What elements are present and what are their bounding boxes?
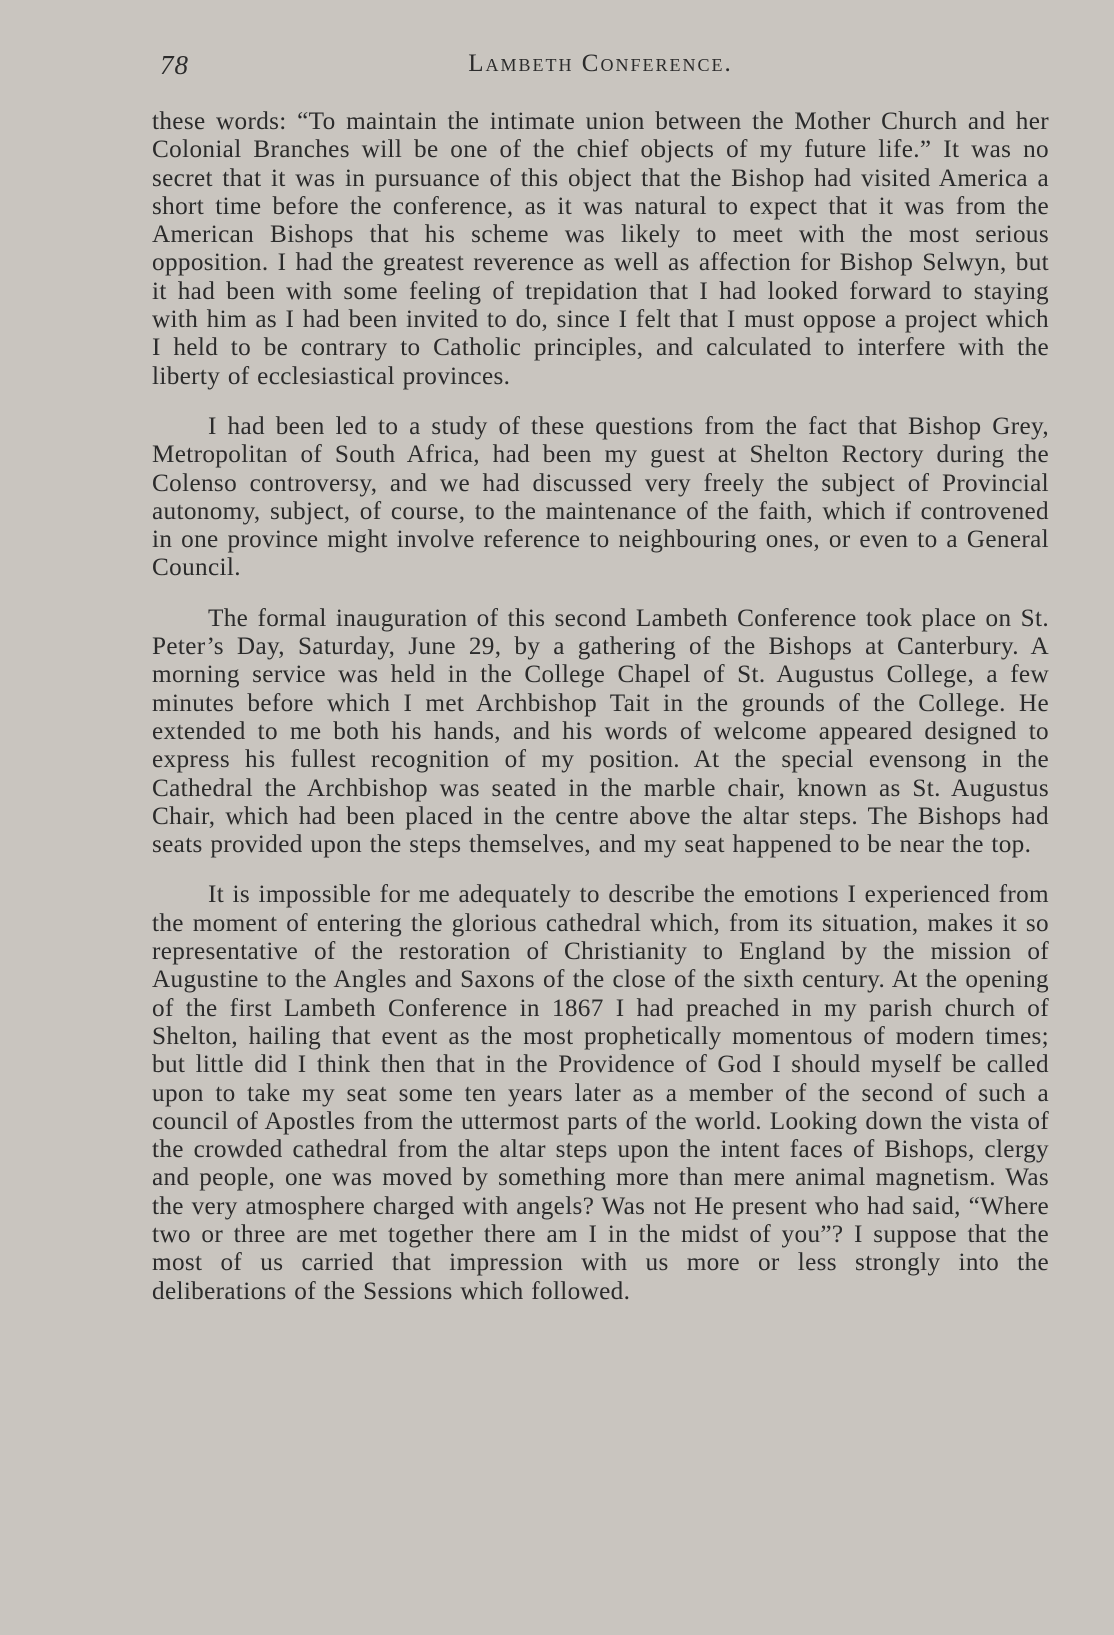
book-page xyxy=(152,48,1049,1328)
paragraph-bishop-grey: I had been led to a study of these questions from the fact that Bishop Grey, Metropolitan of South Africa, had been my guest at Shelton Rectory during the Colenso controversy, and we had discussed very freely the subject of Provincial autonomy, subject, of course, to the maintenance of the faith, which if controvened in one province might involve reference to neighbouring ones, or even to a General Council. xyxy=(152,412,1049,582)
paragraph-continuation: these words: “To maintain the intimate union between the Mother Church and her Colonial Branches will be one of the chief objects of my future life.” It was no secret that it was in pursuance of this object that the Bishop had visited America a short time before the conference, as it was natural to expect that it was from the American Bishops that his scheme was likely to meet with the most serious opposition. I had the greatest reverence as well as affection for Bishop Selwyn, but it had been with some feeling of trepidation that I had looked forward to staying with him as I had been invited to do, since I felt that I must oppose a project which I held to be contrary to Catholic principles, and calculated to interfere with the liberty of ecclesiastical provinces. xyxy=(152,108,1049,390)
page-header xyxy=(152,48,1049,88)
paragraph-emotions: It is impossible for me adequately to describe the emotions I experienced from the moment of entering the glorious cathedral which, from its situation, makes it so representative of the restoration of Christianity to England by the mission of Augustine to the Angles and Saxons of the close of the sixth century. At the opening of the first Lambeth Conference in 1867 I had preached in my parish church of Shelton, hailing that event as the most prophetically momentous of modern times; but little did I think then that in the Providence of God I should myself be called upon to take my seat some ten years later as a member of the second of such a council of Apostles from the uttermost parts of the world. Looking down the vista of the crowded cathedral from the altar steps upon the intent faces of Bishops, clergy and people, one was moved by something more than mere animal magnetism. Was the very atmosphere charged with angels? Was not He present who had said, “Where two or three are met together there am I in the midst of you”? I suppose that the most of us carried that impression with us more or less strongly into the deliberations of the Sessions which followed. xyxy=(152,881,1049,1305)
body-text xyxy=(152,108,1049,1306)
page-number: 78 xyxy=(160,50,189,80)
paragraph-inauguration: The formal inauguration of this second Lambeth Conference took place on St. Peter’s Day, Saturday, June 29, by a gathering of the Bishops at Canterbury. A morning service was held in the College Chapel of St. Augustus College, a few minutes before which I met Archbishop Tait in the grounds of the College. He extended to me both his hands, and his words of welcome appeared designed to express his fullest recognition of my position. At the special evensong in the Cathedral the Archbishop was seated in the marble chair, known as St. Augustus Chair, which had been placed in the centre above the altar steps. The Bishops had seats provided upon the steps themselves, and my seat happened to be near the top. xyxy=(152,604,1049,859)
running-title: Lambeth Conference. xyxy=(468,50,733,77)
